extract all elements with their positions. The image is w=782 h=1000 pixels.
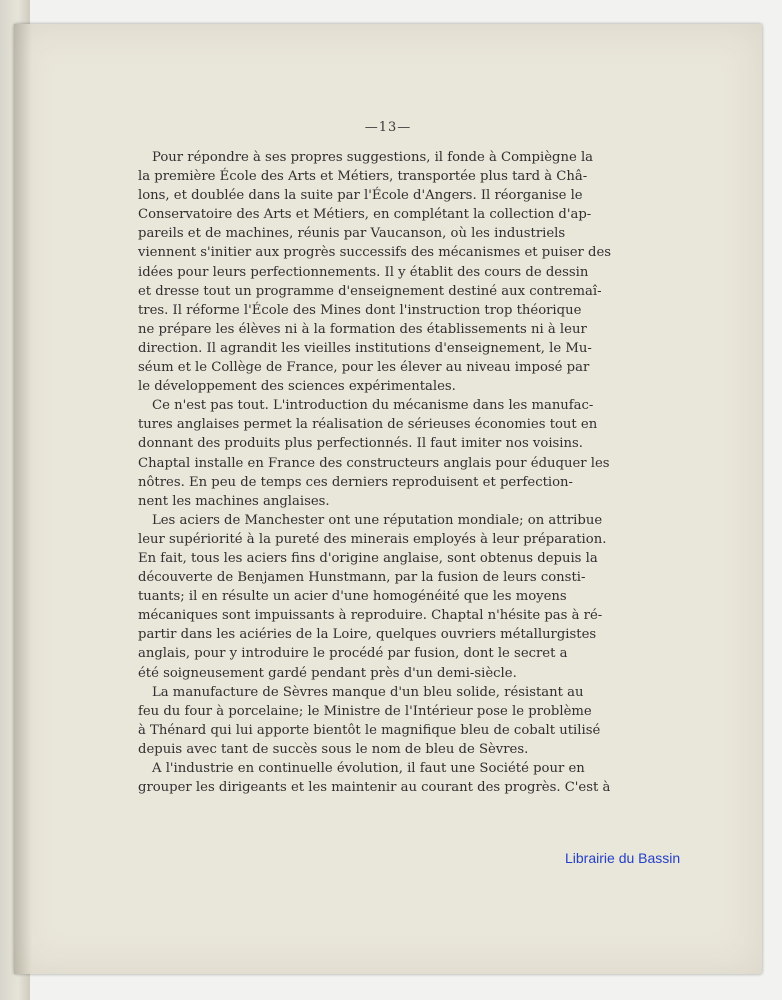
text-line: leur supériorité à la pureté des minerais employés à leur préparation. [138, 531, 607, 547]
page-number: —13— [364, 120, 412, 135]
text-line: A l'industrie en continuelle évolution, il faut une Société pour en [152, 761, 585, 776]
text-line: feu du four à porcelaine; le Ministre de l'Intérieur pose le problème [138, 703, 592, 719]
text-line: à Thénard qui lui apporte bientôt le magnifique bleu de cobalt utilisé [138, 722, 601, 738]
text-line: donnant des produits plus perfectionnés. Il faut imiter nos voisins. [138, 436, 583, 452]
text-line: la première École des Arts et Métiers, transportée plus tard à Châ- [138, 169, 588, 185]
watermark-text: Librairie du Bassin [565, 850, 681, 866]
text-line: Pour répondre à ses propres suggestions, il fonde à Compiègne la [152, 150, 594, 165]
text-line: tres. Il réforme l'École des Mines dont l'instruction trop théorique [138, 302, 582, 318]
text-line: grouper les dirigeants et les maintenir au courant des progrès. C'est à [138, 780, 611, 796]
text-line: nent les machines anglaises. [138, 493, 330, 509]
text-line: séum et le Collège de France, pour les élever au niveau imposé par [138, 360, 590, 376]
text-line: lons, et doublée dans la suite par l'École d'Angers. Il réorganise le [138, 188, 583, 204]
gutter-shadow [14, 24, 32, 974]
text-line: tuants; il en résulte un acier d'une homogénéité que les moyens [138, 589, 567, 605]
text-line: mécaniques sont impuissants à reproduire. Chaptal n'hésite pas à ré- [138, 608, 603, 624]
text-line: direction. Il agrandit les vieilles institutions d'enseignement, le Mu- [138, 340, 592, 356]
text-line: partir dans les aciéries de la Loire, quelques ouvriers métallurgistes [138, 627, 597, 643]
text-line: Chaptal installe en France des constructeurs anglais pour éduquer les [138, 455, 610, 471]
text-line: Conservatoire des Arts et Métiers, en complétant la collection d'ap- [138, 207, 592, 223]
text-line: Ce n'est pas tout. L'introduction du mécanisme dans les manufac- [152, 398, 594, 414]
text-line: idées pour leurs perfectionnements. Il y établit des cours de dessin [138, 264, 589, 280]
text-line: depuis avec tant de succès sous le nom de bleu de Sèvres. [138, 741, 529, 757]
body-text [138, 148, 619, 797]
book-page [14, 24, 762, 974]
text-line: et dresse tout un programme d'enseignement destiné aux contremaî- [138, 283, 602, 299]
text-line: La manufacture de Sèvres manque d'un bleu solide, résistant au [152, 684, 584, 700]
text-line: Les aciers de Manchester ont une réputation mondiale; on attribue [152, 512, 603, 528]
text-line: tures anglaises permet la réalisation de sérieuses économies tout en [138, 417, 598, 433]
text-line: découverte de Benjamen Hunstmann, par la fusion de leurs consti- [138, 570, 586, 586]
text-line: En fait, tous les aciers fins d'origine anglaise, sont obtenus depuis la [138, 550, 598, 566]
text-line: nôtres. En peu de temps ces derniers reproduisent et perfection- [138, 474, 573, 490]
text-line: ne prépare les élèves ni à la formation des établissements ni à leur [138, 321, 587, 337]
text-line: anglais, pour y introduire le procédé par fusion, dont le secret a [138, 646, 568, 662]
text-line: pareils et de machines, réunis par Vaucanson, où les industriels [138, 226, 566, 242]
text-line: été soigneusement gardé pendant près d'un demi-siècle. [138, 665, 517, 681]
text-line: le développement des sciences expérimentales. [138, 379, 456, 395]
text-line: viennent s'initier aux progrès successifs des mécanismes et puiser des [138, 245, 612, 261]
